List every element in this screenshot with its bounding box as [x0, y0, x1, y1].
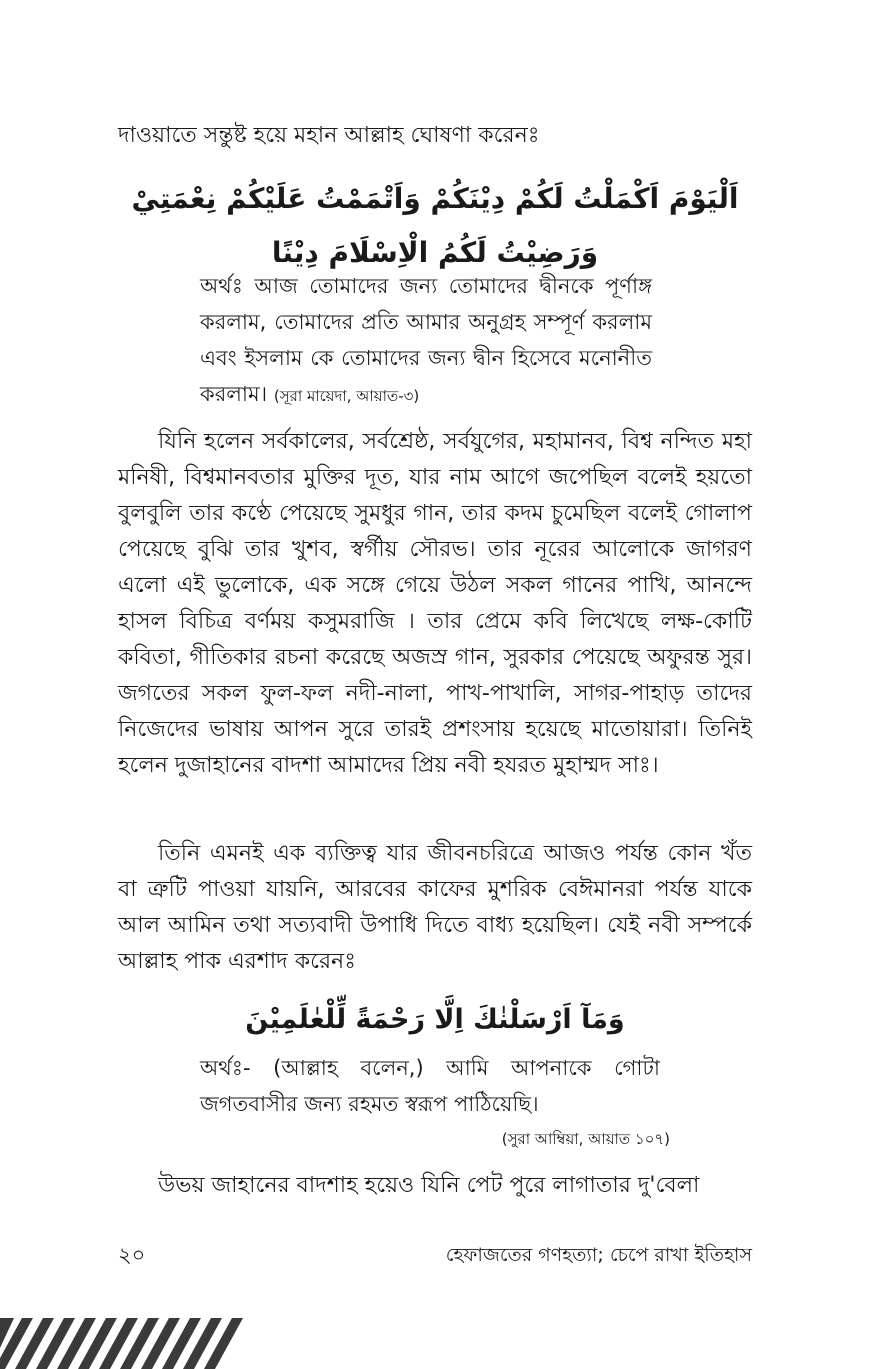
intro-line: দাওয়াতে সন্তুষ্ট হয়ে মহান আল্লাহ ঘোষণা করেনঃ [118, 123, 540, 148]
body-paragraph: যিনি হলেন সর্বকালের, সর্বশ্রেষ্ঠ, সর্বযুগের, মহামানব, বিশ্ব নন্দিত মহা মনিষী, বিশ্বমানবতার মুক্তির দূত, যার নাম আগে জপেছিল বলেই হয়তো বুলবুলি তার কণ্ঠে পেয়েছে সুমধুর গান, তার কদম চুমেছিল বলেই গোলাপ পেয়েছে বুঝি তার খুশব, স্বর্গীয় সৌরভ। তার নূরের আলোকে জাগরণ এলো এই ভুলোকে, এক সঙ্গে গেয়ে উঠল সকল গানের পাখি, আনন্দে হাসল বিচিত্র বর্ণময় কসুমরাজি । তার প্রেমে কবি লিখেছে লক্ষ-কোটি কবিতা, গীতিকার রচনা করেছে অজস্র গান, সুরকার পেয়েছে অফুরন্ত সুর। জগতের সকল ফুল-ফল নদী-নালা, পাখ-পাখালি, সাগর-পাহাড় তাদের নিজেদের ভাষায় আপন সুরে তারই প্রশংসায় হয়েছে মাতোয়ারা। তিনিই হলেন দুজাহানের বাদশা আমাদের প্রিয় নবী হযরত মুহাম্মদ সাঃ। [118, 429, 752, 778]
running-footer-title: হেফাজতের গণহত্যা; চেপে রাখা ইতিহাস [445, 1244, 752, 1266]
meaning-text: অর্থঃ আজ তোমাদের জন্য তোমাদের দ্বীনকে পূর্ণাঙ্গ করলাম, তোমাদের প্রতি আমার অনুগ্রহ সম্পূর্ণ করলাম এবং ইসলাম কে তোমাদের জন্য দ্বীন হিসেবে মনোনীত করলাম। [200, 274, 652, 406]
arabic-verse-anbiya: وَمَآ اَرْسَلْنٰكَ اِلَّا رَحْمَةً لِّلْعٰلَمِيْنَ [245, 1004, 625, 1035]
verse-meaning-anbiya: অর্থঃ- (আল্লাহ বলেন,) আমি আপনাকে গোটা জগতবাসীর জন্য রহমত স্বরূপ পাঠিয়েছি। [200, 1056, 660, 1116]
verse-meaning-maidah [200, 268, 652, 414]
page-number: ২০ [118, 1243, 146, 1267]
verse-reference-anbiya: (সুরা আম্বিয়া, আয়াত ১০৭) [501, 1130, 670, 1148]
stripe-group [0, 1318, 243, 1369]
body-paragraph: তিনি এমনই এক ব্যক্তিত্ব যার জীবনচরিত্রে আজও পর্যন্ত কোন খঁত বা ত্রুটি পাওয়া যায়নি, আরবের কাফের মুশরিক বেঈমানরা পর্যন্ত যাকে আল আমিন তথা সত্যবাদী উপাধি দিতে বাধ্য হয়েছিল। যেই নবী সম্পর্কে আল্লাহ পাক এরশাদ করেনঃ [118, 841, 752, 974]
verse-reference: (সূরা মায়েদা, আয়াত-৩) [273, 387, 420, 405]
decorative-stripes [0, 1318, 246, 1369]
arabic-verse-maidah: اَلْيَوْمَ اَكْمَلْتُ لَكُمْ دِيْنَكُمْ وَاَتْمَمْتُ عَلَيْكُمْ نِعْمَتِيْ وَرَضِيْتُ لَكُمُ الْاِسْلَامَ دِيْنًا [131, 182, 739, 269]
body-paragraph: উভয় জাহানের বাদশাহ হয়েও যিনি পেট পুরে লাগাতার দু'বেলা [158, 1173, 700, 1198]
